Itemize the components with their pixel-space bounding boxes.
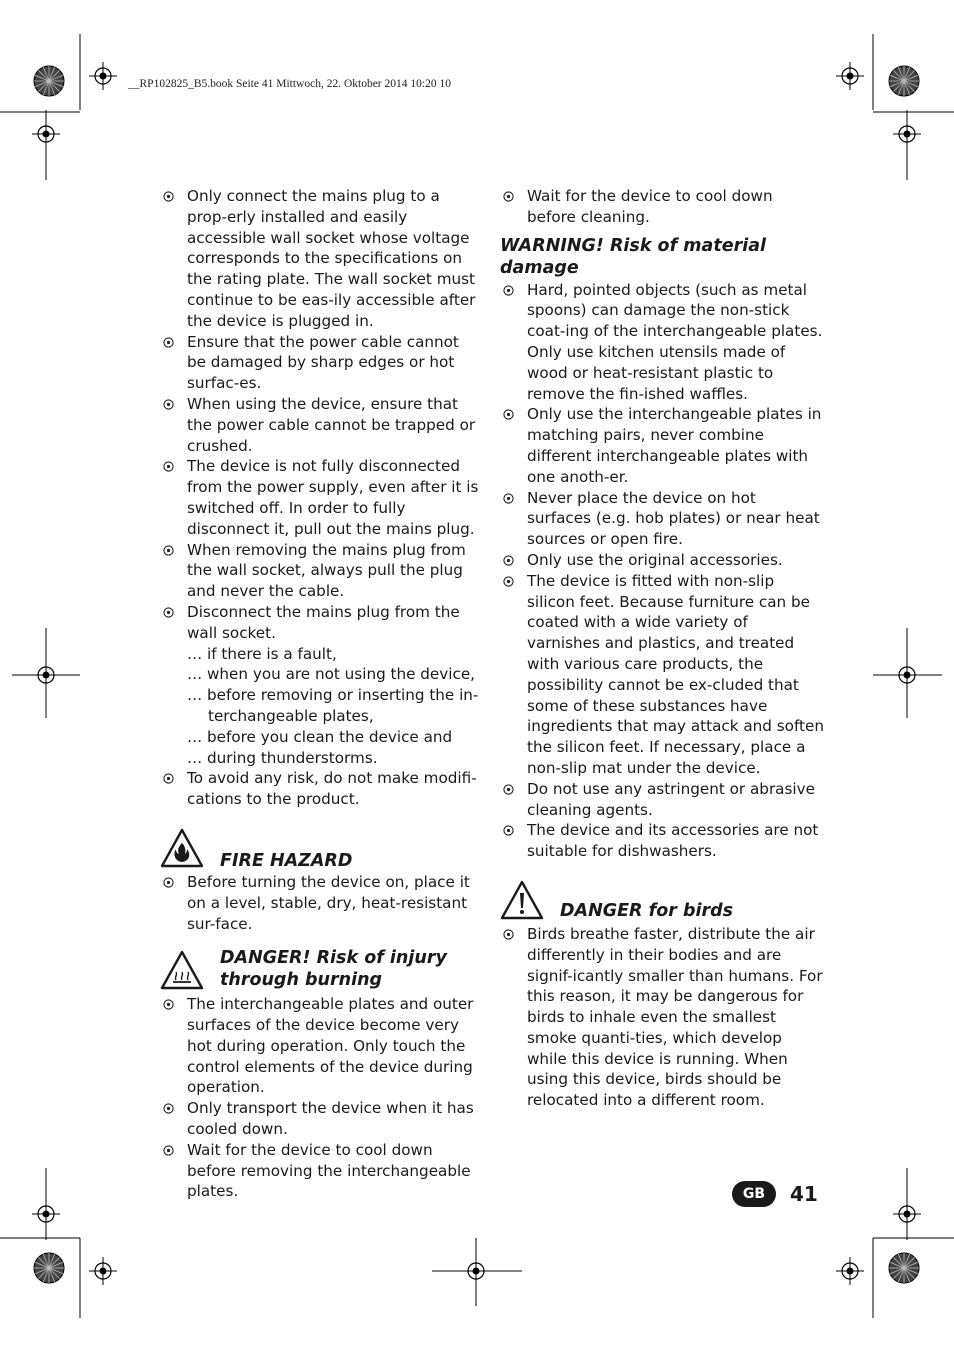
print-header: __RP102825_B5.book Seite 41 Mittwoch, 22. Oktober 2014 10:20 10 [128,78,451,90]
circled-dot-icon [503,929,514,940]
list-item: Never place the device on hot surfaces (e.g. hob plates) or near heat sources or open fire. [500,488,824,550]
sub-item: … if there is a fault, [187,644,337,663]
list-item: Disconnect the mains plug from the wall socket. [160,602,482,644]
hot-surface-warning-icon [160,950,204,990]
list-item: Only use the interchangeable plates in matching pairs, never combine different interchangeable plates with one anoth-er. [500,404,824,487]
sub-item: … before removing or inserting the in- [187,686,479,705]
birds-danger-title: DANGER for birds [560,900,734,921]
fire-hazard-title: FIRE HAZARD [220,850,353,871]
left-column [160,186,482,1202]
list-item: The device is not fully disconnected from the power supply, even after it is switched off. In order to fully disconnect it, pull out the mains plug. [160,456,482,539]
circled-dot-icon [163,999,174,1010]
language-badge: GB [732,1181,776,1207]
circled-dot-icon [503,285,514,296]
list-item: The device and its accessories are not suitable for dishwashers. [500,820,824,862]
circled-dot-icon [163,773,174,784]
birds-danger-section [500,878,824,924]
sub-list [160,644,482,769]
sub-item-continuation: terchangeable plates, [208,706,374,725]
list-item: When removing the mains plug from the wall socket, always pull the plug and never the cable. [160,540,482,602]
list-item: Hard, pointed objects (such as metal spoons) can damage the non-stick coat-ing of the interchangeable plates. Only use kitchen utensils made of wood or heat-resistant plastic to remove the fin-ished waffles. [500,280,824,405]
sub-item: … during thunderstorms. [187,748,378,767]
circled-dot-icon [163,1145,174,1156]
fire-warning-icon [160,828,204,868]
list-item: Before turning the device on, place it on a level, stable, dry, heat-resistant sur-face. [160,872,482,934]
circled-dot-icon [163,191,174,202]
circled-dot-icon [163,461,174,472]
list-item: Ensure that the power cable cannot be damaged by sharp edges or hot surfac-es. [160,332,482,394]
list-item: Wait for the device to cool down before cleaning. [500,186,824,228]
list-item: Wait for the device to cool down before removing the interchangeable plates. [160,1140,482,1202]
list-item: Only use the original accessories. [500,550,824,571]
circled-dot-icon [503,784,514,795]
list-item: Only connect the mains plug to a prop-erly installed and easily accessible wall socket whose voltage corresponds to the specifications on the rating plate. The wall socket must continue to be eas-ily accessible after the device is plugged in. [160,186,482,332]
circled-dot-icon [163,399,174,410]
warning-heading: WARNING! Risk of material damage [500,235,767,279]
circled-dot-icon [163,545,174,556]
burn-danger-title-line2: through burning [220,970,383,991]
list-item: When using the device, ensure that the power cable cannot be trapped or crushed. [160,394,482,456]
list-item: Do not use any astringent or abrasive cleaning agents. [500,779,824,821]
burn-danger-section [160,944,482,994]
circled-dot-icon [503,555,514,566]
list-item: The interchangeable plates and outer surfaces of the device become very hot during operation. Only touch the control elements of the device during operation. [160,994,482,1098]
page-number: 41 [790,1182,818,1206]
circled-dot-icon [503,409,514,420]
list-item: Birds breathe faster, distribute the air differently in their bodies and are signif-icantly smaller than humans. For this reason, it may be dangerous for birds to inhale even the smallest smoke quanti-ties, which develop while this device is running. When using this device, birds should be relocated into a different room. [500,924,824,1111]
exclamation-warning-icon [500,880,544,920]
circled-dot-icon [163,1103,174,1114]
circled-dot-icon [163,877,174,888]
fire-hazard-section [160,828,482,872]
sub-item: … when you are not using the device, [187,665,475,684]
circled-dot-icon [163,607,174,618]
circled-dot-icon [503,191,514,202]
circled-dot-icon [163,337,174,348]
page-footer [732,1181,818,1207]
circled-dot-icon [503,825,514,836]
circled-dot-icon [503,576,514,587]
burn-danger-title-line1: DANGER! Risk of injury [220,948,447,969]
circled-dot-icon [503,493,514,504]
sub-item: … before you clean the device and [187,727,453,746]
list-item: The device is fitted with non-slip silicon feet. Because furniture can be coated with a wide variety of varnishes and plastics, and treated with various care products, the possibility cannot be ex-cluded that some of these substances have ingredients that may attack and soften the silicon feet. If necessary, place a non-slip mat under the device. [500,571,824,779]
list-item: To avoid any risk, do not make modifi-cations to the product. [160,768,482,810]
list-item: Only transport the device when it has cooled down. [160,1098,482,1140]
right-column [500,186,824,1111]
